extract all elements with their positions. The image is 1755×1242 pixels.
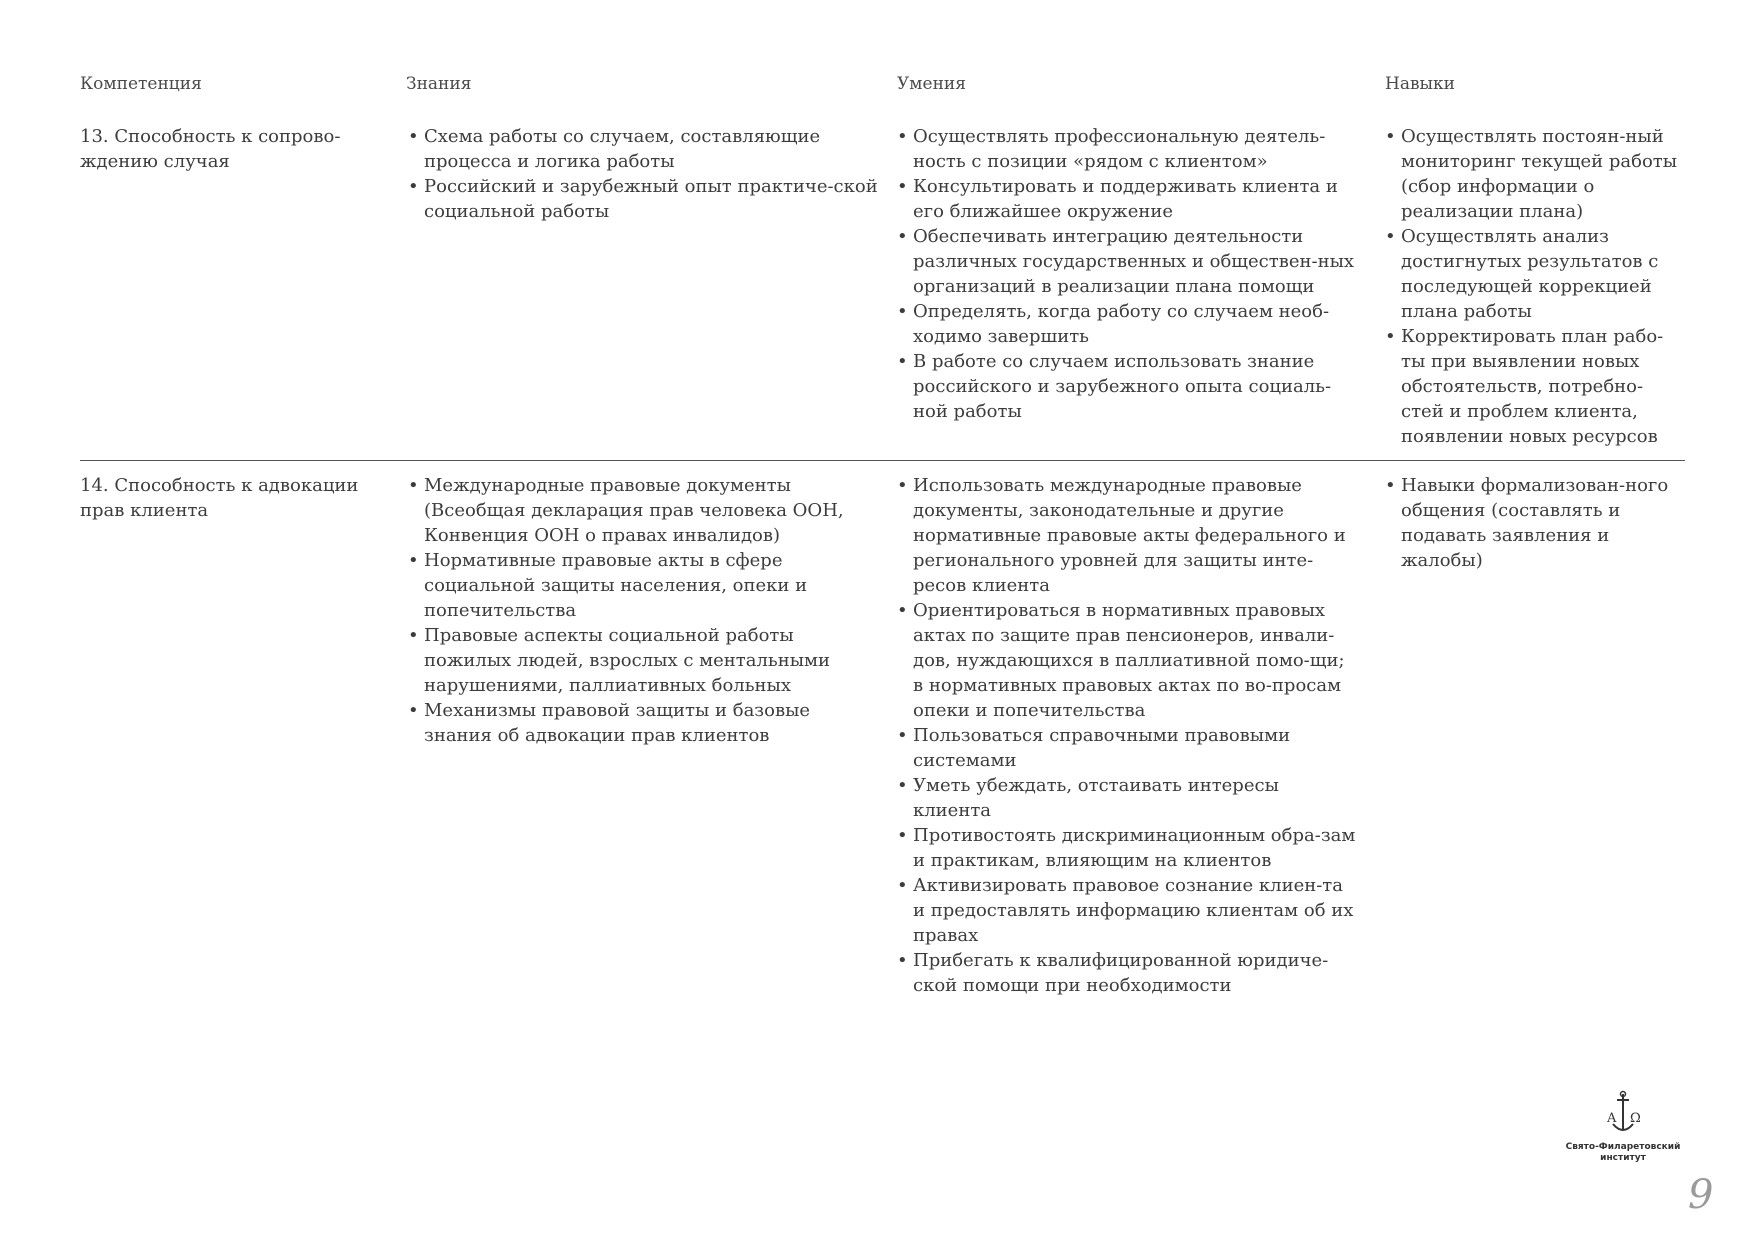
competence-title: 14. Способность к адвокации прав клиента [80, 475, 359, 521]
table-header [0, 74, 1755, 102]
knowledge-cell [408, 124, 878, 224]
list-item: • Схема работы со случаем, составляющие процесса и логика работы [408, 124, 878, 174]
list-item: • Использовать международные правовые документы, законодательные и другие нормативные правовые акты федерального и регионального уровней для защиты инте-ресов клиента [897, 473, 1357, 598]
list-item: • Осуществлять анализ достигнутых результатов с последующей коррекцией плана работы [1385, 224, 1685, 324]
skills-cell [897, 473, 1357, 998]
list-item: • Консультировать и поддерживать клиента и его ближайшее окружение [897, 174, 1357, 224]
list-item: • Нормативные правовые акты в сфере социальной защиты населения, опеки и попечительства [408, 548, 878, 623]
list-item: • Корректировать план рабо-ты при выявлении новых обстоятельств, потребно-стей и проблем клиента, появлении новых ресурсов [1385, 324, 1685, 449]
list-item: • Правовые аспекты социальной работы пожилых людей, взрослых с ментальными нарушениями, паллиативных больных [408, 623, 878, 698]
list-item: • Навыки формализован-ного общения (составлять и подавать заявления и жалобы) [1385, 473, 1685, 573]
page-number: 9 [1688, 1172, 1714, 1218]
header-skills: Умения [897, 74, 966, 94]
row-divider [80, 460, 1685, 461]
list-item: • Осуществлять постоян-ный мониторинг текущей работы (сбор информации о реализации плана) [1385, 124, 1685, 224]
skills-cell [897, 124, 1357, 424]
anchor-icon [1593, 1090, 1653, 1138]
institute-logo [1548, 1090, 1698, 1168]
competence-title: 13. Способность к сопрово- ждению случая [80, 126, 341, 172]
abilities-cell [1385, 124, 1685, 449]
list-item: • Российский и зарубежный опыт практиче-ской социальной работы [408, 174, 878, 224]
abilities-cell [1385, 473, 1685, 573]
list-item: • Международные правовые документы (Всеобщая декларация прав человека ООН, Конвенция ООН о правах инвалидов) [408, 473, 878, 548]
list-item: • Противостоять дискриминационным обра-зам и практикам, влияющим на клиентов [897, 823, 1357, 873]
omega-letter: Ω [1630, 1111, 1641, 1126]
header-abilities: Навыки [1385, 74, 1456, 94]
competence-cell [80, 473, 380, 523]
list-item: • Осуществлять профессиональную деятель-ность с позиции «рядом с клиентом» [897, 124, 1357, 174]
logo-line-1: Свято-Филаретовский [1565, 1142, 1681, 1152]
list-item: • Пользоваться справочными правовыми системами [897, 723, 1357, 773]
alpha-letter: A [1607, 1111, 1617, 1126]
knowledge-cell [408, 473, 878, 748]
list-item: • Активизировать правовое сознание клиен-та и предоставлять информацию клиентам об их правах [897, 873, 1357, 948]
list-item: • Обеспечивать интеграцию деятельности различных государственных и обществен-ных организаций в реализации плана помощи [897, 224, 1357, 299]
logo-caption [1548, 1142, 1698, 1164]
list-item: • В работе со случаем использовать знание российского и зарубежного опыта социаль-ной работы [897, 349, 1357, 424]
list-item: • Ориентироваться в нормативных правовых актах по защите прав пенсионеров, инвали-дов, нуждающихся в паллиативной помо-щи; в нормативных правовых актах по во-просам опеки и попечительства [897, 598, 1357, 723]
list-item: • Определять, когда работу со случаем необ-ходимо завершить [897, 299, 1357, 349]
list-item: • Механизмы правовой защиты и базовые знания об адвокации прав клиентов [408, 698, 878, 748]
logo-line-2: институт [1600, 1153, 1646, 1163]
header-knowledge: Знания [406, 74, 472, 94]
list-item: • Уметь убеждать, отстаивать интересы клиента [897, 773, 1357, 823]
competence-cell [80, 124, 380, 174]
header-competence: Компетенция [80, 74, 202, 94]
list-item: • Прибегать к квалифицированной юридиче-ской помощи при необходимости [897, 948, 1357, 998]
